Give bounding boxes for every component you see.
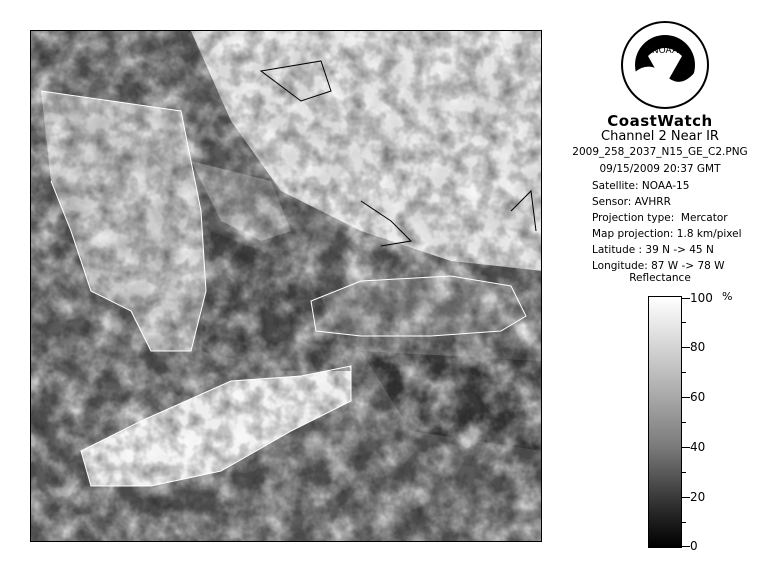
colorbar-minor-tick	[682, 322, 686, 323]
filename-label: 2009_258_2037_N15_GE_C2.PNG	[572, 146, 748, 158]
sensor-label: Sensor: AVHRR	[592, 196, 671, 208]
reflectance-colorbar	[648, 296, 682, 548]
map-projection-label: Map projection: 1.8 km/pixel	[592, 228, 742, 240]
projection-type-label: Projection type: Mercator	[592, 212, 728, 224]
noaa-logo-text: NOAA	[651, 46, 679, 56]
colorbar-tick	[682, 546, 690, 547]
colorbar-label: 80	[690, 340, 706, 354]
longitude-label: Longitude: 87 W -> 78 W	[592, 260, 725, 272]
colorbar-tick	[682, 497, 690, 498]
colorbar-minor-tick	[682, 422, 686, 423]
colorbar-minor-tick	[682, 472, 686, 473]
satellite-image-map	[30, 30, 542, 542]
colorbar-label: 40	[690, 440, 706, 454]
channel-label: Channel 2 Near IR	[601, 129, 719, 144]
colorbar-tick	[682, 397, 690, 398]
colorbar-tick	[682, 298, 690, 299]
legend-title: Reflectance	[629, 272, 691, 284]
colorbar-label: 20	[690, 490, 706, 504]
colorbar-label: 0	[690, 539, 698, 553]
legend-unit: %	[722, 290, 733, 303]
colorbar-minor-tick	[682, 522, 686, 523]
brand-title: CoastWatch	[607, 112, 713, 130]
satellite-label: Satellite: NOAA-15	[592, 180, 690, 192]
colorbar-label: 100	[690, 291, 713, 305]
colorbar-tick	[682, 347, 690, 348]
colorbar-minor-tick	[682, 372, 686, 373]
datetime-label: 09/15/2009 20:37 GMT	[599, 163, 721, 175]
colorbar-label: 60	[690, 390, 706, 404]
noaa-logo	[620, 20, 710, 110]
latitude-label: Latitude : 39 N -> 45 N	[592, 244, 714, 256]
colorbar-tick	[682, 447, 690, 448]
